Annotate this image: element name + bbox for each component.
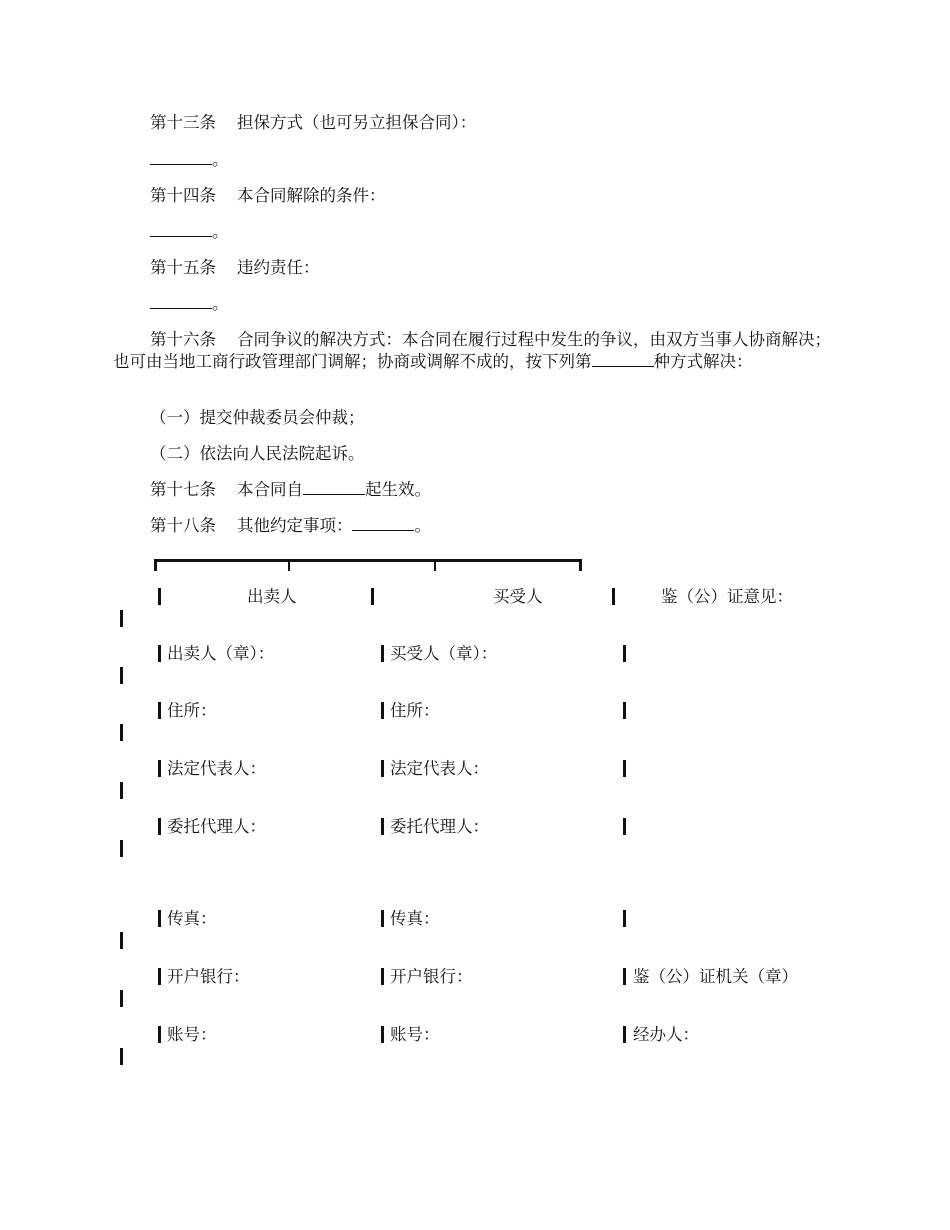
article-16-blank <box>592 352 654 367</box>
option-2: （二）依法向人民法院起诉。 <box>150 444 365 463</box>
article-16 <box>113 329 843 373</box>
row-5-seller: 传真： <box>167 909 217 928</box>
table-bar <box>158 760 161 777</box>
table-bar <box>381 910 384 927</box>
table-bar <box>381 1026 384 1043</box>
table-tick <box>154 559 157 571</box>
article-13-text: 担保方式（也可另立担保合同）： <box>236 113 477 132</box>
article-15-blank <box>150 294 212 309</box>
article-13-blank <box>150 150 212 165</box>
table-bar <box>371 588 374 605</box>
row-5-buyer: 传真： <box>390 909 440 928</box>
option-1: （一）提交仲裁委员会仲裁； <box>150 408 365 427</box>
table-bar <box>120 782 123 799</box>
row-7-buyer: 账号： <box>390 1025 440 1044</box>
row-7-seller: 账号： <box>167 1025 217 1044</box>
table-bar <box>381 968 384 985</box>
article-13-title: 第十三条 <box>150 113 216 132</box>
table-bar <box>623 910 626 927</box>
table-bar <box>623 645 626 662</box>
header-notary: 鉴（公）证意见： <box>661 587 793 606</box>
row-3-buyer: 法定代表人： <box>390 759 489 778</box>
table-bar <box>120 1048 123 1065</box>
article-13 <box>150 112 476 134</box>
table-bar <box>120 840 123 857</box>
row-6-buyer: 开户银行： <box>390 967 473 986</box>
table-top-rule <box>154 559 582 562</box>
table-bar <box>623 760 626 777</box>
row-2-buyer: 住所： <box>390 701 440 720</box>
article-16-title: 第十六条 <box>150 330 216 349</box>
table-bar <box>381 818 384 835</box>
article-15-title: 第十五条 <box>150 258 216 277</box>
article-15 <box>150 257 319 279</box>
table-bar <box>120 667 123 684</box>
article-13-blank-line: 。 <box>150 149 229 171</box>
article-18-title: 第十八条 <box>150 516 216 535</box>
article-15-blank-line: 。 <box>150 293 229 315</box>
table-bar <box>120 932 123 949</box>
article-16-text: 合同争议的解决方式：本合同在履行过程中发生的争议，由双方当事人协商解决；也可由当地工商行政管理部门调解；协商或调解不成的，按下列第 <box>113 330 831 371</box>
article-14-title: 第十四条 <box>150 186 216 205</box>
table-tick <box>288 559 290 571</box>
table-bar <box>623 702 626 719</box>
table-bar <box>381 645 384 662</box>
row-1-seller: 出卖人（章）： <box>167 644 275 663</box>
table-bar <box>381 760 384 777</box>
article-15-text: 违约责任： <box>236 258 320 277</box>
table-bar <box>381 702 384 719</box>
header-seller: 出卖人 <box>247 587 297 606</box>
article-17-title: 第十七条 <box>150 480 216 499</box>
header-buyer: 买受人 <box>493 587 543 606</box>
table-bar <box>158 818 161 835</box>
table-bar <box>120 610 123 627</box>
table-tick <box>579 559 582 571</box>
table-tick <box>434 559 436 571</box>
table-bar <box>120 724 123 741</box>
article-14 <box>150 185 385 207</box>
article-14-text: 本合同解除的条件： <box>236 186 386 205</box>
table-bar <box>158 588 161 605</box>
article-14-blank-line: 。 <box>150 221 229 243</box>
row-7-notary: 经办人： <box>633 1025 699 1044</box>
article-17: 第十七条 本合同自 起生效。 <box>150 480 431 499</box>
table-bar <box>158 1026 161 1043</box>
table-bar <box>623 818 626 835</box>
table-bar <box>623 1026 626 1043</box>
row-4-buyer: 委托代理人： <box>390 817 489 836</box>
article-14-blank <box>150 222 212 237</box>
table-bar <box>612 588 615 605</box>
article-18: 第十八条 其他约定事项： 。 <box>150 516 431 535</box>
row-6-seller: 开户银行： <box>167 967 250 986</box>
table-bar <box>158 910 161 927</box>
article-16-text-end: 种方式解决： <box>653 352 753 371</box>
table-bar <box>623 968 626 985</box>
table-bar <box>158 702 161 719</box>
article-18-blank <box>352 516 414 531</box>
table-bar <box>120 990 123 1007</box>
row-2-seller: 住所： <box>167 701 217 720</box>
table-bar <box>158 645 161 662</box>
row-3-seller: 法定代表人： <box>167 759 266 778</box>
row-6-notary: 鉴（公）证机关（章） <box>633 967 798 986</box>
row-1-buyer: 买受人（章）： <box>390 644 498 663</box>
row-4-seller: 委托代理人： <box>167 817 266 836</box>
table-bar <box>158 968 161 985</box>
article-17-blank <box>303 480 365 495</box>
